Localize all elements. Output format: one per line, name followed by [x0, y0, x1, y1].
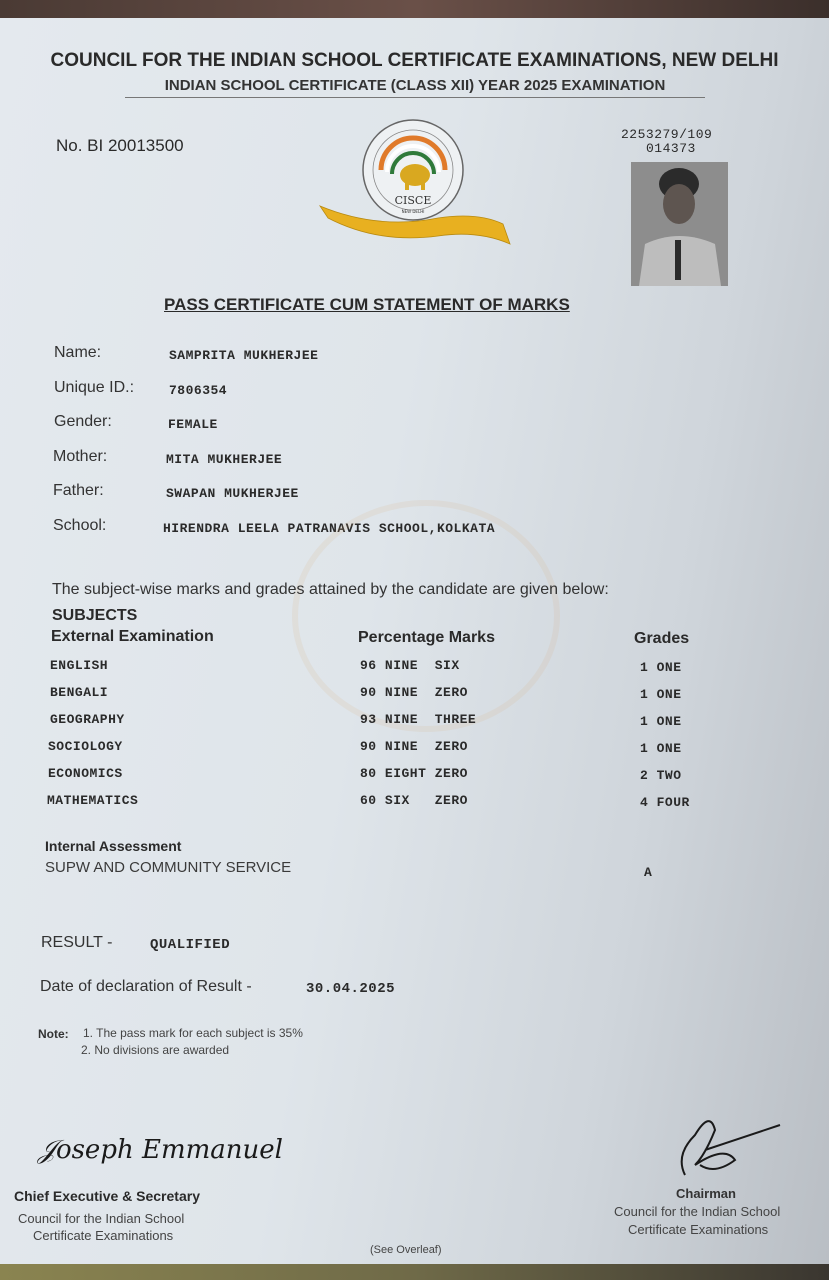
unique-id-value: 7806354	[169, 383, 228, 398]
unique-id-label: Unique ID.:	[54, 379, 135, 396]
see-overleaf: (See Overleaf)	[370, 1244, 442, 1256]
gender-label: Gender:	[54, 413, 112, 430]
ref-number-2: 014373	[646, 141, 696, 156]
subject-grade: 2 TWO	[640, 768, 682, 783]
subject-marks: 90 NINE ZERO	[360, 685, 468, 700]
grades-header: Grades	[634, 630, 690, 647]
chairman-title: Chairman	[676, 1186, 736, 1201]
subject-grade: 1 ONE	[640, 660, 682, 675]
subject-grade: 1 ONE	[640, 714, 682, 729]
svg-text:NEW DELHI: NEW DELHI	[401, 209, 425, 214]
name-value: SAMPRITA MUKHERJEE	[169, 348, 319, 363]
subjects-heading: SUBJECTS	[52, 607, 138, 624]
father-value: SWAPAN MUKHERJEE	[166, 486, 299, 501]
chief-executive-signature: 𝒥oseph Emmanuel	[38, 1135, 283, 1165]
subject-grade: 1 ONE	[640, 687, 682, 702]
chairman-signature	[665, 1105, 785, 1190]
school-label: School:	[53, 517, 107, 534]
intro-text: The subject-wise marks and grades attained by the candidate are given below:	[52, 581, 609, 598]
subject-marks: 90 NINE ZERO	[360, 739, 468, 754]
declaration-label: Date of declaration of Result -	[40, 978, 252, 995]
chief-executive-org-2: Certificate Examinations	[33, 1228, 174, 1243]
result-value: QUALIFIED	[150, 937, 231, 953]
subject-marks: 60 SIX ZERO	[360, 793, 468, 808]
subject-name: GEOGRAPHY	[50, 712, 125, 727]
photo-bottom-edge	[0, 1264, 829, 1280]
chief-executive-org-1: Council for the Indian School	[18, 1211, 185, 1226]
chairman-org-2: Certificate Examinations	[628, 1222, 769, 1237]
cisce-logo	[318, 118, 518, 248]
note-2: 2. No divisions are awarded	[81, 1043, 230, 1057]
subject-name: ENGLISH	[50, 658, 109, 673]
result-label: RESULT -	[41, 934, 113, 951]
gender-value: FEMALE	[168, 417, 218, 432]
subject-grade: 1 ONE	[640, 741, 682, 756]
internal-subject: SUPW AND COMMUNITY SERVICE	[45, 859, 292, 876]
external-exam-heading: External Examination	[51, 628, 214, 645]
mother-value: MITA MUKHERJEE	[166, 452, 283, 467]
council-heading: COUNCIL FOR THE INDIAN SCHOOL CERTIFICATE EXAMINATIONS, NEW DELHI	[50, 50, 779, 71]
internal-assessment-heading: Internal Assessment	[45, 838, 182, 854]
subject-name: ECONOMICS	[48, 766, 123, 781]
name-label: Name:	[54, 344, 102, 361]
note-1: 1. The pass mark for each subject is 35%	[83, 1026, 303, 1040]
marks-header: Percentage Marks	[358, 629, 495, 646]
ref-number-1: 2253279/109	[621, 127, 713, 142]
mother-label: Mother:	[53, 448, 108, 465]
subject-marks: 96 NINE SIX	[360, 658, 460, 673]
subject-marks: 93 NINE THREE	[360, 712, 477, 727]
candidate-photo	[631, 162, 728, 286]
declaration-date: 30.04.2025	[306, 981, 396, 997]
exam-heading: INDIAN SCHOOL CERTIFICATE (CLASS XII) YEAR 2025 EXAMINATION	[125, 77, 705, 98]
chief-executive-title: Chief Executive & Secretary	[14, 1188, 200, 1204]
photo-top-edge	[0, 0, 829, 18]
subject-marks: 80 EIGHT ZERO	[360, 766, 468, 781]
subject-name: BENGALI	[50, 685, 109, 700]
internal-grade: A	[644, 865, 653, 880]
school-value: HIRENDRA LEELA PATRANAVIS SCHOOL,KOLKATA	[163, 521, 496, 536]
father-label: Father:	[53, 482, 104, 499]
note-label: Note:	[38, 1027, 69, 1041]
subject-name: MATHEMATICS	[47, 793, 139, 808]
svg-text:CISCE: CISCE	[394, 194, 432, 207]
subject-name: SOCIOLOGY	[48, 739, 123, 754]
certificate-title: PASS CERTIFICATE CUM STATEMENT OF MARKS	[164, 295, 570, 314]
certificate-number: No. BI 20013500	[56, 136, 184, 155]
chairman-org-1: Council for the Indian School	[614, 1204, 781, 1219]
subject-grade: 4 FOUR	[640, 795, 690, 810]
